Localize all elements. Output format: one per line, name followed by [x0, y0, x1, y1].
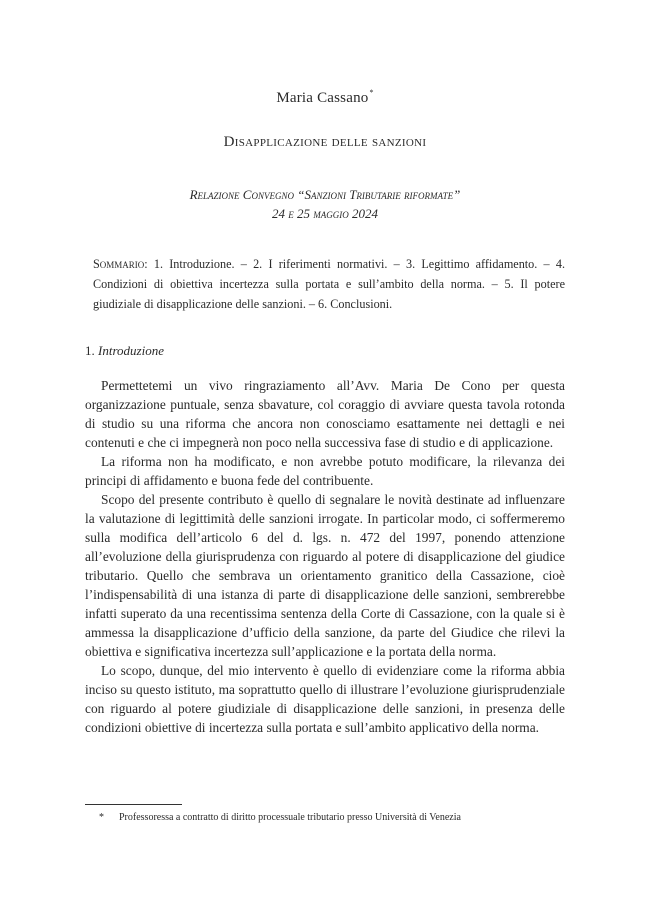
paragraph: Lo scopo, dunque, del mio intervento è quello di evidenziare come la riforma abbia inciso su questo istituto, ma soprattutto quello di illustrare l’evoluzione giurisprudenziale con riguardo al potere giudiziale di disapplicazione delle sanzioni, in presenza delle condizioni obiettive di incertezza sulla portata e sull’ambito applicativo della norma.: [85, 663, 565, 735]
paper-subtitle: [0, 185, 650, 223]
section-number: 1.: [85, 343, 95, 358]
paragraph: La riforma non ha modificato, e non avrebbe potuto modificare, la rilevanza dei principi di affidamento e buona fede del contribuente.: [85, 454, 565, 488]
section-title: Introduzione: [98, 343, 164, 358]
summary: [93, 254, 565, 314]
summary-label: Sommario: [93, 257, 145, 271]
footnote-text: Professoressa a contratto di diritto processuale tributario presso Università di Venezia: [119, 812, 461, 823]
footnote-marker: *: [99, 812, 104, 823]
author-line: [0, 90, 650, 107]
body-text: [85, 376, 565, 737]
subtitle-line-2: 24 e 25 maggio 2024: [272, 206, 378, 221]
subtitle-line-1: Relazione Convegno “Sanzioni Tributarie riformate”: [189, 187, 461, 202]
paragraph: Scopo del presente contributo è quello di segnalare le novità destinate ad influenzare la valutazione di legittimità delle sanzioni irrogate. In particolar modo, ci soffermeremo sulla modifica dell’articolo 6 del d. lgs. n. 472 del 1997, ponendo attenzione all’evoluzione della giurisprudenza con riguardo al potere di disapplicazione del giudice tributario. Quello che sembrava un orientamento granitico della Cassazione, cioè l’indispensabilità di una istanza di parte di disapplicazione delle sanzioni, sembrerebbe infatti superato da una recentissima sentenza della Corte di Cassazione, con la quale si è ammessa la disapplicazione d’ufficio della sanzione, da parte del Giudice che rilevi la obiettiva e significativa incertezza sull’applicazione e la portata della norma.: [85, 492, 565, 659]
paper-title: Disapplicazione delle sanzioni: [223, 134, 427, 150]
footnote-divider: [85, 804, 182, 805]
summary-text: : 1. Introduzione. – 2. I riferimenti normativi. – 3. Legittimo affidamento. – 4. Condizioni di obiettiva incertezza sulla portata e sull’ambito della norma. – 5. Il potere giudiziale di disapplicazione delle sanzioni. – 6. Conclusioni.: [93, 257, 565, 311]
footnote: [99, 812, 461, 823]
author-name: Maria Cassano: [276, 90, 369, 106]
author-footnote-marker: *: [369, 88, 374, 97]
paragraph: Permettetemi un vivo ringraziamento all’Avv. Maria De Cono per questa organizzazione puntuale, senza sbavature, col coraggio di avviare questa tavola rotonda di studio su una riforma che ancora non conosciamo esattamente nei dettagli e nei contenuti e che ci impegnerà non poco nella successiva fase di studio e di applicazione.: [85, 378, 565, 450]
section-heading: [85, 343, 164, 359]
